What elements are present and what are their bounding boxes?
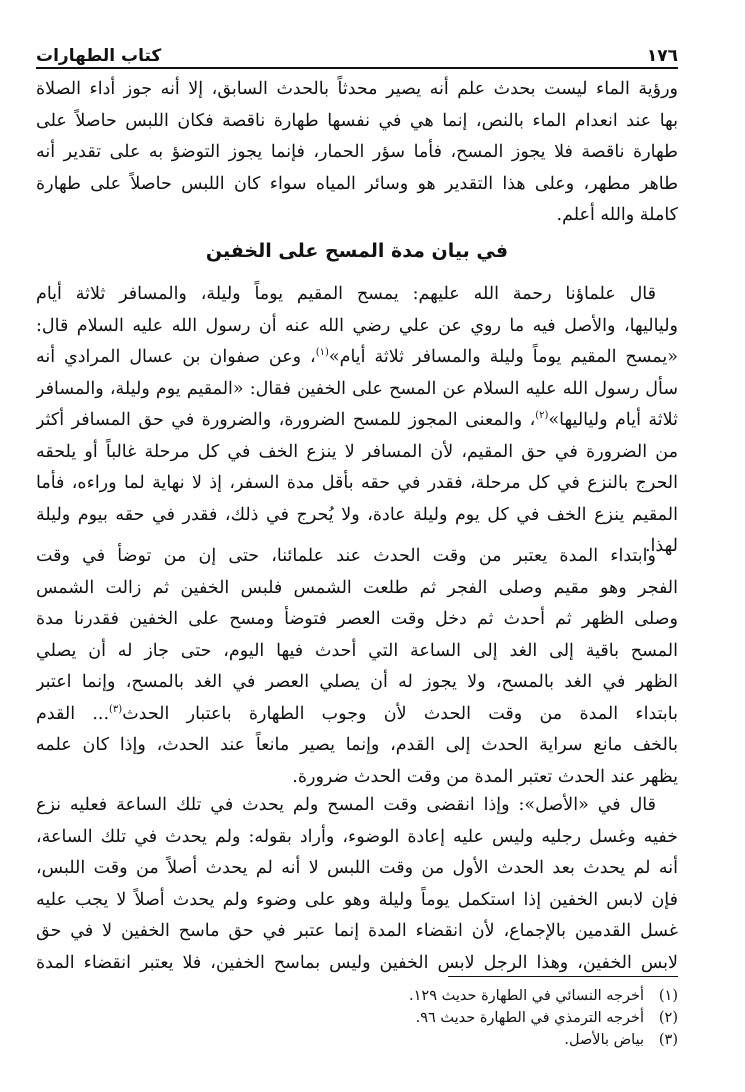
text-span: بابتداء المدة من وقت الحدث لأن وجوب الطهارة باعتبار الحدث (122, 703, 678, 724)
text-line: بها عند انعدام الماء بالنص، إنما هي في نفسها طهارة ناقصة فكان اللبس حاصلاً على (36, 110, 678, 131)
text-line (36, 342, 678, 374)
text-line: فإن لابس الخفين إذا استكمل يوماً وليلة وهو على وضوء ولم يحدث أصلاً لا يجب عليه (36, 889, 678, 910)
section-heading: في بيان مدة المسح على الخفين (205, 240, 509, 262)
text-line: لهذا. (644, 536, 678, 556)
footnote-3 (278, 1029, 678, 1051)
text-span: ، والمعنى المجوز للمسح الضرورة، والضرورة في حق المسافر أكثر (36, 410, 536, 430)
page-number: ١٧٦ (646, 46, 678, 66)
text-line: سأل رسول الله عليه السلام عن المسح على الخفين فقال: «المقيم يوم وليلة، والمسافر (36, 378, 678, 399)
paragraph-3 (36, 541, 678, 793)
text-line: ورؤية الماء ليست بحدث علم أنه يصير محدثاً بالحدث السابق، إلا أنه جوز أداء الصلاة (36, 79, 678, 99)
footnote-rule (448, 976, 678, 977)
book-page (36, 0, 678, 1092)
footnote-number: (١) (658, 988, 678, 1004)
text-line: بالخف مانع سراية الحدث إلى القدم، وإنما يصير مانعاً عند الحدث، وإذا كان علمه (36, 735, 678, 755)
hadith-quote: ثلاثة أيام ولياليها» (548, 410, 678, 430)
text-line: الفجر وهو مقيم وصلى الفجر ثم طلعت الشمس فلبس الخفين ثم زالت الشمس (36, 577, 678, 598)
text-span: ... القدم (36, 703, 110, 724)
footnote-number: (٢) (658, 1010, 678, 1026)
text-line: يظهر عند الحدث تعتبر المدة من وقت الحدث ضرورة. (292, 766, 678, 787)
footnote-text: بياض بالأصل. (564, 1032, 644, 1048)
text-line: الحرج بالنزع في كل مرحلة، فقدر في حقه بأقل مدة السفر، إذ لا نهاية لما وراءه، فأما (36, 473, 678, 493)
footnote-1 (278, 985, 678, 1007)
footnotes (278, 985, 678, 1051)
running-header (36, 36, 678, 66)
text-line: طاهر مطهر، وعلى هذا التقدير هو وسائر المياه سواء كان اللبس حاصلاً على طهارة (36, 173, 678, 194)
text-line: قال في «الأصل»: وإذا انقضى وقت المسح ولم يحدث في تلك الساعة فعليه نزع (36, 795, 656, 815)
text-line: قال علماؤنا رحمة الله عليهم: يمسح المقيم يوماً وليلة، والمسافر ثلاثة أيام (36, 284, 656, 304)
text-line: من الضرورة في حق المقيم، لأن المسافر لا ينزع الخف في كل مرحلة غالباً أو يلحقه (36, 441, 678, 462)
text-line: وصلى الظهر ثم أحدث ثم دخل وقت العصر فتوضأ ومسح على الخفين فقدرنا مدة (36, 609, 678, 629)
paragraph-2 (36, 279, 678, 563)
text-line: خفيه وغسل رجليه وليس عليه إعادة الوضوء، وأراد بقوله: ولم يحدث في تلك الساعة، (36, 826, 678, 847)
text-line: كاملة والله أعلم. (556, 205, 678, 225)
footnote-marker-1[interactable]: (١) (315, 347, 329, 359)
footnote-marker-3[interactable]: (٣) (109, 703, 123, 715)
text-line: المقيم ينزع الخف في كل يوم وليلة عادة، ولا يُحرج في ذلك، فقدر في حقه بيوم وليلة (36, 504, 678, 525)
text-line: أنه لم يحدث بعد الحدث الأول من وقت اللبس لا أنه لم يحدث أصلاً من وقت اللبس، (36, 858, 678, 878)
text-line: لابس الخفين، وهذا الرجل لابس الخفين وليس بماسح الخفين، فلا يعتبر انقضاء المدة (36, 952, 678, 973)
footnote-text: أخرجه النسائي في الطهارة حديث ١٢٩. (409, 988, 644, 1004)
footnote-number: (٣) (658, 1032, 678, 1048)
text-line: ولياليها، والأصل فيه ما روي عن علي رضي الله عنه أن رسول الله عليه السلام قال: (36, 315, 678, 336)
text-line: المسح باقية إلى الغد إلى الساعة التي أحدث فيها اليوم، حتى جاز له أن يصلي (36, 640, 678, 661)
text-line (36, 699, 678, 731)
footnote-2 (278, 1007, 678, 1029)
header-rule (36, 67, 678, 69)
paragraph-4 (36, 790, 678, 979)
text-line (36, 405, 678, 437)
footnote-text: أخرجه الترمذي في الطهارة حديث ٩٦. (415, 1010, 644, 1026)
text-line: غسل القدمين بالإجماع، لأن انقضاء المدة إنما عتبر في حق ماسح الخفين لا في حق (36, 921, 678, 941)
footnote-marker-2[interactable]: (٢) (535, 410, 549, 422)
text-span: ، وعن صفوان بن عسال المرادي أنه (36, 347, 316, 367)
hadith-quote: «يمسح المقيم يوماً وليلة والمسافر ثلاثة أيام» (328, 347, 678, 367)
book-title: كتاب الطهارات (36, 46, 162, 66)
text-line: وابتداء المدة يعتبر من وقت الحدث عند علمائنا، حتى إن من توضأ في وقت (36, 546, 656, 566)
text-line: طهارة ناقصة فلا يجوز المسح، فأما سؤر الحمار، فإنما يجوز التوضؤ به على تقدير أنه (36, 142, 678, 162)
paragraph-1 (36, 74, 678, 232)
text-line: الظهر في الغد بالمسح، ولا يجوز له أن يصلي العصر في الغد بالمسح، وإنما اعتبر (36, 672, 678, 692)
